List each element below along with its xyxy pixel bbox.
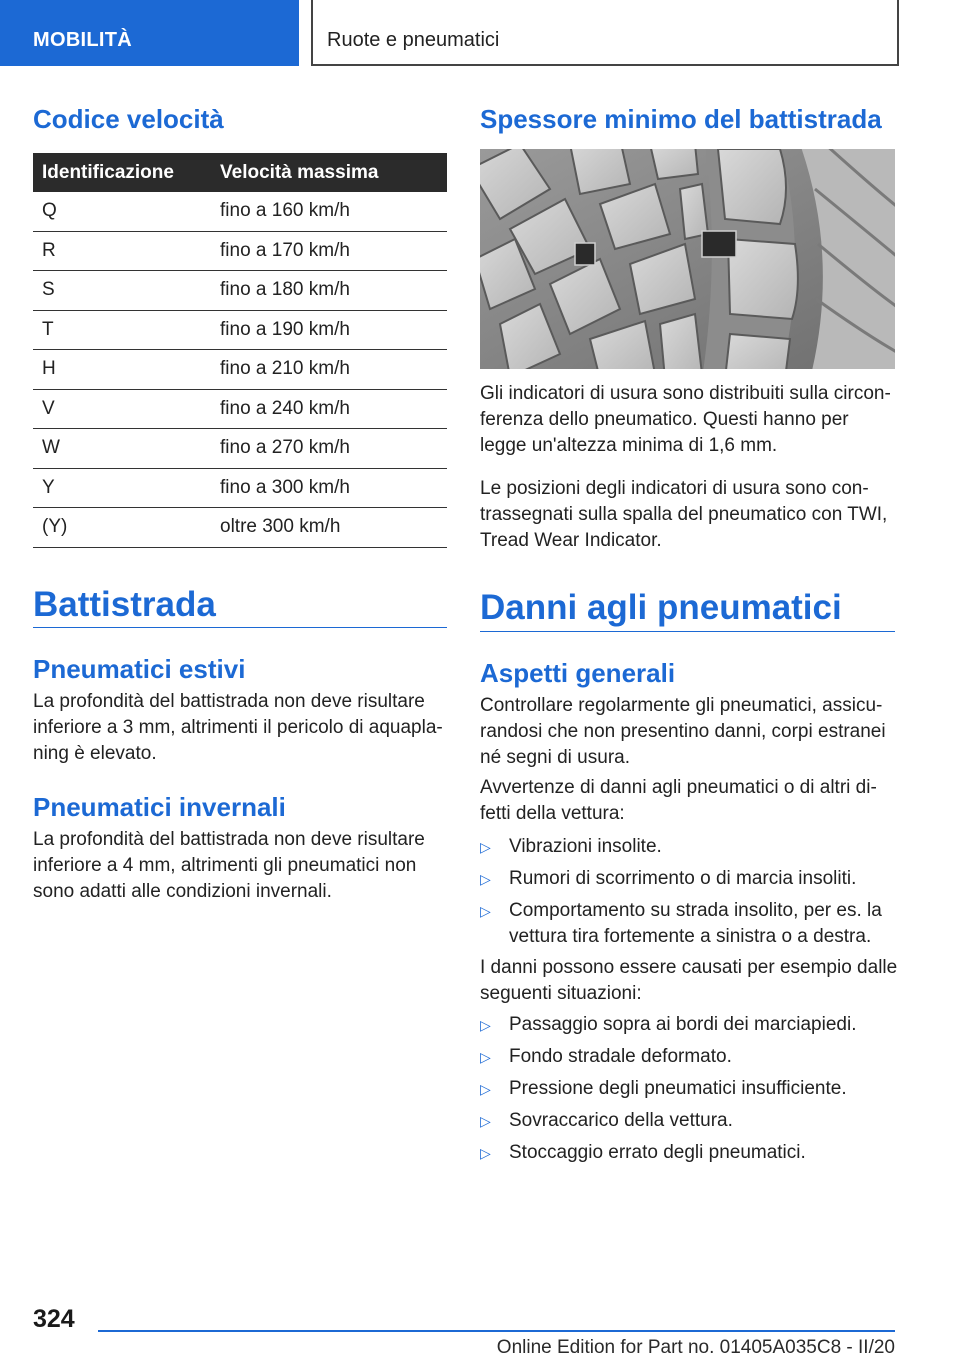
max-speed: fino a 170 km/h [220,231,447,271]
speed-code: W [33,429,220,469]
max-speed: fino a 300 km/h [220,468,447,508]
tread-heading: Battistrada [33,585,216,624]
bullet-triangle-icon: ▷ [480,1145,491,1161]
max-speed: fino a 180 km/h [220,271,447,311]
footer-divider [98,1330,895,1332]
speed-code: Q [33,192,220,231]
speed-code: S [33,271,220,311]
max-speed: fino a 160 km/h [220,192,447,231]
winter-tires-text: La profondità del battistrada non deve risultare inferiore a 4 mm, altrimenti gli pneumatici non sono adatti alle condizioni invernali. [33,829,425,902]
speed-code-heading: Codice velocità [33,104,224,134]
table-row [33,468,447,508]
tread-wear-indicator-image [480,149,895,369]
chapter-title: Ruote e pneumatici [327,29,500,51]
max-speed: fino a 240 km/h [220,389,447,429]
bullet-triangle-icon: ▷ [480,1113,491,1129]
speed-code: (Y) [33,508,220,548]
page-number: 324 [33,1305,75,1333]
speed-code-table [33,153,447,548]
table-row [33,192,447,231]
column-header: Identificazione [33,153,220,192]
speed-code: R [33,231,220,271]
bullet-triangle-icon: ▷ [480,871,491,887]
twi-text: Le posizioni degli indicatori di usura sono contrassegnati sulla spalla del pneumatico con TWI, Tread Wear Indicator. [480,478,888,551]
edition-note: Online Edition for Part no. 01405A035C8 - II/20 [496,1337,895,1358]
column-header: Velocità massima [220,153,447,192]
winter-tires-heading: Pneumatici invernali [33,792,286,822]
wear-indicators-text: Gli indicatori di usura sono distribuiti sulla circonferenza dello pneumatico. Questi hanno per legge un'altezza minima di 1,6 mm. [480,383,891,456]
bullet-triangle-icon: ▷ [480,839,491,855]
speed-code: V [33,389,220,429]
summer-tires-heading: Pneumatici estivi [33,654,246,684]
table-header-row [33,153,447,192]
bullet-triangle-icon: ▷ [480,1017,491,1033]
speed-code: H [33,350,220,390]
speed-code: T [33,310,220,350]
damage-signs-intro: Avvertenze di danni agli pneumatici o di altri difetti della vettura: [480,777,877,824]
max-speed: fino a 210 km/h [220,350,447,390]
table-row [33,389,447,429]
max-speed: oltre 300 km/h [220,508,447,548]
chapter-tab [311,0,899,66]
speed-code: Y [33,468,220,508]
bullet-triangle-icon: ▷ [480,1081,491,1097]
table-row [33,429,447,469]
table-row [33,231,447,271]
bullet-triangle-icon: ▷ [480,1049,491,1065]
summer-tires-text: La profondità del battistrada non deve risultare inferiore a 3 mm, altrimenti il pericolo di aquaplaning è elevato. [33,691,443,764]
table-row [33,310,447,350]
min-tread-heading: Spessore minimo del battistrada [480,104,882,134]
max-speed: fino a 190 km/h [220,310,447,350]
max-speed: fino a 270 km/h [220,429,447,469]
section-divider [480,631,895,632]
section-divider [33,627,447,628]
table-row [33,508,447,548]
general-aspects-heading: Aspetti generali [480,658,676,688]
tire-damage-heading: Danni agli pneumatici [480,588,842,627]
table-row [33,350,447,390]
section-title: MOBILITÀ [33,29,133,51]
table-row [33,271,447,311]
section-tab [0,0,299,66]
damage-causes-intro: I danni possono essere causati per esempio dalle seguenti situazioni: [480,957,898,1004]
bullet-triangle-icon: ▷ [480,903,491,919]
check-tires-text: Controllare regolarmente gli pneumatici, assicurandosi che non presentino danni, corpi estranei né segni di usura. [480,695,886,768]
